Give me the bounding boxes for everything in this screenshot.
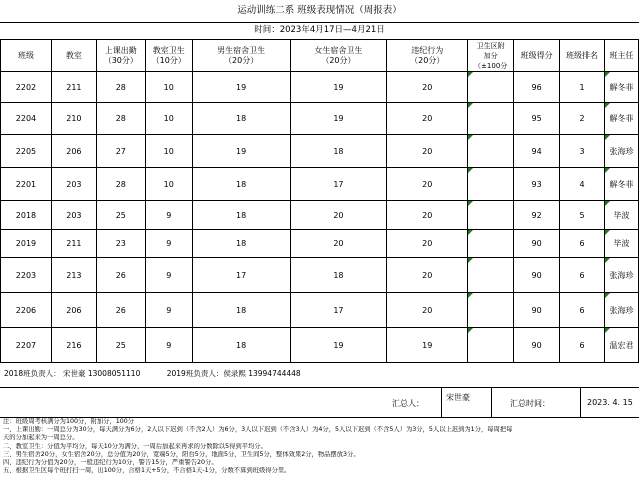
class-performance-table xyxy=(0,39,639,363)
cell-class-rank[interactable]: 6 xyxy=(560,230,605,258)
col-header-head-teacher: 班主任 xyxy=(604,40,638,72)
cell-class-score[interactable]: 90 xyxy=(514,293,560,328)
cell-classroom-hygiene[interactable]: 10 xyxy=(145,135,192,168)
cell-head-teacher[interactable]: 解冬菲 xyxy=(604,72,638,103)
cell-discipline[interactable]: 20 xyxy=(387,258,468,293)
col-header-class-rank: 班级排名 xyxy=(560,40,605,72)
cell-male-dorm-hygiene[interactable]: 18 xyxy=(192,230,290,258)
cell-bonus-points[interactable] xyxy=(468,168,514,201)
cell-classroom-hygiene[interactable]: 9 xyxy=(145,201,192,230)
cell-male-dorm-hygiene[interactable]: 19 xyxy=(192,72,290,103)
cell-class[interactable]: 2201 xyxy=(1,168,52,201)
col-header-classroom-hygiene: 教室卫生 （10分） xyxy=(145,40,192,72)
cell-class[interactable]: 2202 xyxy=(1,72,52,103)
cell-class-rank[interactable]: 6 xyxy=(560,258,605,293)
table-row xyxy=(1,328,639,363)
note-line: 三、男生宿舍20分，女生宿舍20分，总分值为20分，宽端5分，阳台5分，地面5分，卫生间5分，整体效果2分，物品摆放3分。 xyxy=(3,450,360,458)
cell-classroom[interactable]: 206 xyxy=(51,293,96,328)
cell-male-dorm-hygiene[interactable]: 18 xyxy=(192,293,290,328)
cell-classroom-hygiene[interactable]: 9 xyxy=(145,258,192,293)
cell-female-dorm-hygiene[interactable]: 19 xyxy=(290,328,387,363)
contact-line xyxy=(4,368,325,379)
cell-bonus-points[interactable] xyxy=(468,258,514,293)
cell-female-dorm-hygiene[interactable]: 19 xyxy=(290,103,387,135)
cell-bonus-points[interactable] xyxy=(468,103,514,135)
summary-label: 汇总人： xyxy=(392,399,424,408)
rules-notes xyxy=(3,418,635,475)
cell-discipline[interactable]: 20 xyxy=(387,135,468,168)
cell-discipline[interactable]: 20 xyxy=(387,103,468,135)
note-line: 四、违纪行为分值为20分，一般违纪行为10分，警告15分，严重警告20分。 xyxy=(3,459,218,467)
cell-head-teacher[interactable]: 解冬菲 xyxy=(604,103,638,135)
report-period: 时间：2023年4月17日—4月21日 xyxy=(0,22,639,40)
cell-bonus-points[interactable] xyxy=(468,135,514,168)
cell-head-teacher[interactable]: 毕波 xyxy=(604,201,638,230)
divider xyxy=(0,387,639,388)
cell-class-score[interactable]: 94 xyxy=(514,135,560,168)
cell-classroom-hygiene[interactable]: 9 xyxy=(145,293,192,328)
col-header-female-dorm-hygiene: 女生宿舍卫生 （20分） xyxy=(290,40,387,72)
cell-head-teacher[interactable]: 张海珍 xyxy=(604,258,638,293)
cell-class-score[interactable]: 96 xyxy=(514,72,560,103)
cell-bonus-points[interactable] xyxy=(468,230,514,258)
cell-class[interactable]: 2204 xyxy=(1,103,52,135)
cell-discipline[interactable]: 20 xyxy=(387,230,468,258)
cell-bonus-points[interactable] xyxy=(468,293,514,328)
cell-male-dorm-hygiene[interactable]: 17 xyxy=(192,258,290,293)
note-line: 注：班级周考核满分为100分，附加分，100分 xyxy=(3,418,135,425)
note-line: 天的分加起来为一周总分。 xyxy=(3,434,79,442)
cell-bonus-points[interactable] xyxy=(468,72,514,103)
cell-male-dorm-hygiene[interactable]: 18 xyxy=(192,168,290,201)
col-header-male-dorm-hygiene: 男生宿舍卫生 （20分） xyxy=(192,40,290,72)
col-header-bonus-points: 卫生区附 加分 （±100分 xyxy=(468,40,514,72)
cell-head-teacher[interactable]: 温宏君 xyxy=(604,328,638,363)
cell-class-rank[interactable]: 1 xyxy=(560,72,605,103)
col-header-discipline: 违纪行为 （20分） xyxy=(387,40,468,72)
divider xyxy=(580,387,581,417)
cell-attendance[interactable]: 28 xyxy=(96,72,145,103)
cell-attendance[interactable]: 26 xyxy=(96,293,145,328)
cell-class-rank[interactable]: 2 xyxy=(560,103,605,135)
cell-attendance[interactable]: 23 xyxy=(96,230,145,258)
divider xyxy=(491,387,492,417)
table-row xyxy=(1,230,639,258)
contact-2019: 2019班负责人：侯录熙 13994744448 xyxy=(166,369,301,378)
cell-class-score[interactable]: 95 xyxy=(514,103,560,135)
cell-class-rank[interactable]: 4 xyxy=(560,168,605,201)
table-row xyxy=(1,201,639,230)
cell-classroom[interactable]: 206 xyxy=(51,135,96,168)
note-line: 五、根据卫生区每个班打扫一周，出100分，合格1天+5分，不合格1天-1分，分数不算到班级得分里。 xyxy=(3,467,291,475)
summary-time: 2023. 4. 15 xyxy=(587,398,633,407)
table-row xyxy=(1,168,639,201)
col-header-class: 班级 xyxy=(1,40,52,72)
cell-head-teacher[interactable]: 张海珍 xyxy=(604,135,638,168)
cell-class-score[interactable]: 90 xyxy=(514,258,560,293)
table-row xyxy=(1,72,639,103)
cell-classroom[interactable]: 203 xyxy=(51,168,96,201)
cell-female-dorm-hygiene[interactable]: 19 xyxy=(290,72,387,103)
cell-bonus-points[interactable] xyxy=(468,201,514,230)
contact-2018: 2018班负责人： 宋世豪 13008051110 xyxy=(4,369,141,378)
cell-class[interactable]: 2018 xyxy=(1,201,52,230)
cell-class-score[interactable]: 93 xyxy=(514,168,560,201)
summary-name: 宋世豪 xyxy=(446,393,470,402)
cell-classroom[interactable]: 210 xyxy=(51,103,96,135)
cell-class-rank[interactable]: 3 xyxy=(560,135,605,168)
cell-class-score[interactable]: 90 xyxy=(514,328,560,363)
cell-classroom[interactable]: 213 xyxy=(51,258,96,293)
cell-female-dorm-hygiene[interactable]: 18 xyxy=(290,135,387,168)
cell-attendance[interactable]: 26 xyxy=(96,258,145,293)
col-header-class-score: 班级得分 xyxy=(514,40,560,72)
cell-attendance[interactable]: 25 xyxy=(96,201,145,230)
cell-discipline[interactable]: 20 xyxy=(387,201,468,230)
cell-classroom[interactable]: 211 xyxy=(51,72,96,103)
cell-attendance[interactable]: 27 xyxy=(96,135,145,168)
cell-classroom-hygiene[interactable]: 10 xyxy=(145,103,192,135)
col-header-attendance: 上课出勤 （30分） xyxy=(96,40,145,72)
summary-time-label: 汇总时间： xyxy=(510,399,550,408)
cell-attendance[interactable]: 25 xyxy=(96,328,145,363)
cell-class[interactable]: 2203 xyxy=(1,258,52,293)
cell-class[interactable]: 2207 xyxy=(1,328,52,363)
cell-classroom-hygiene[interactable]: 9 xyxy=(145,230,192,258)
cell-class-score[interactable]: 92 xyxy=(514,201,560,230)
cell-classroom[interactable]: 216 xyxy=(51,328,96,363)
cell-attendance[interactable]: 28 xyxy=(96,168,145,201)
divider xyxy=(441,387,442,417)
cell-classroom-hygiene[interactable]: 10 xyxy=(145,72,192,103)
cell-class-rank[interactable]: 6 xyxy=(560,293,605,328)
cell-head-teacher[interactable]: 张海珍 xyxy=(604,293,638,328)
cell-female-dorm-hygiene[interactable]: 20 xyxy=(290,201,387,230)
cell-class-score[interactable]: 90 xyxy=(514,230,560,258)
table-row xyxy=(1,293,639,328)
cell-attendance[interactable]: 28 xyxy=(96,103,145,135)
cell-female-dorm-hygiene[interactable]: 18 xyxy=(290,258,387,293)
cell-female-dorm-hygiene[interactable]: 17 xyxy=(290,293,387,328)
cell-head-teacher[interactable]: 解冬菲 xyxy=(604,168,638,201)
table-header-row xyxy=(1,40,639,72)
note-line: 一、上课出勤：一周总分为30分，每天满分为6分，2人以下迟到（不含2人）为6分，3人以下迟到（不含3人）为4分，5人以下迟到（不含5人）为3分，5人以上迟到为1分，每周把每 xyxy=(3,426,513,434)
cell-classroom-hygiene[interactable]: 9 xyxy=(145,328,192,363)
cell-male-dorm-hygiene[interactable]: 18 xyxy=(192,103,290,135)
cell-discipline[interactable]: 19 xyxy=(387,328,468,363)
cell-male-dorm-hygiene[interactable]: 18 xyxy=(192,201,290,230)
cell-class-rank[interactable]: 6 xyxy=(560,328,605,363)
cell-class[interactable]: 2205 xyxy=(1,135,52,168)
cell-class-rank[interactable]: 5 xyxy=(560,201,605,230)
cell-bonus-points[interactable] xyxy=(468,328,514,363)
cell-discipline[interactable]: 20 xyxy=(387,293,468,328)
table-row xyxy=(1,258,639,293)
note-line: 二、教室卫生：分值为平均分，每天10分为满分，一周后加起来再求的分数除以5得到平均分。 xyxy=(3,442,267,450)
cell-head-teacher[interactable]: 毕波 xyxy=(604,230,638,258)
cell-class[interactable]: 2206 xyxy=(1,293,52,328)
table-row xyxy=(1,135,639,168)
report-title: 运动训练二系 班级表现情况（周报表） xyxy=(0,0,639,23)
cell-male-dorm-hygiene[interactable]: 19 xyxy=(192,135,290,168)
cell-discipline[interactable]: 20 xyxy=(387,72,468,103)
cell-class[interactable]: 2019 xyxy=(1,230,52,258)
col-header-classroom: 教室 xyxy=(51,40,96,72)
table-row xyxy=(1,103,639,135)
cell-classroom-hygiene[interactable]: 10 xyxy=(145,168,192,201)
cell-female-dorm-hygiene[interactable]: 20 xyxy=(290,230,387,258)
cell-female-dorm-hygiene[interactable]: 17 xyxy=(290,168,387,201)
cell-classroom[interactable]: 203 xyxy=(51,201,96,230)
cell-classroom[interactable]: 211 xyxy=(51,230,96,258)
cell-discipline[interactable]: 20 xyxy=(387,168,468,201)
cell-male-dorm-hygiene[interactable]: 18 xyxy=(192,328,290,363)
